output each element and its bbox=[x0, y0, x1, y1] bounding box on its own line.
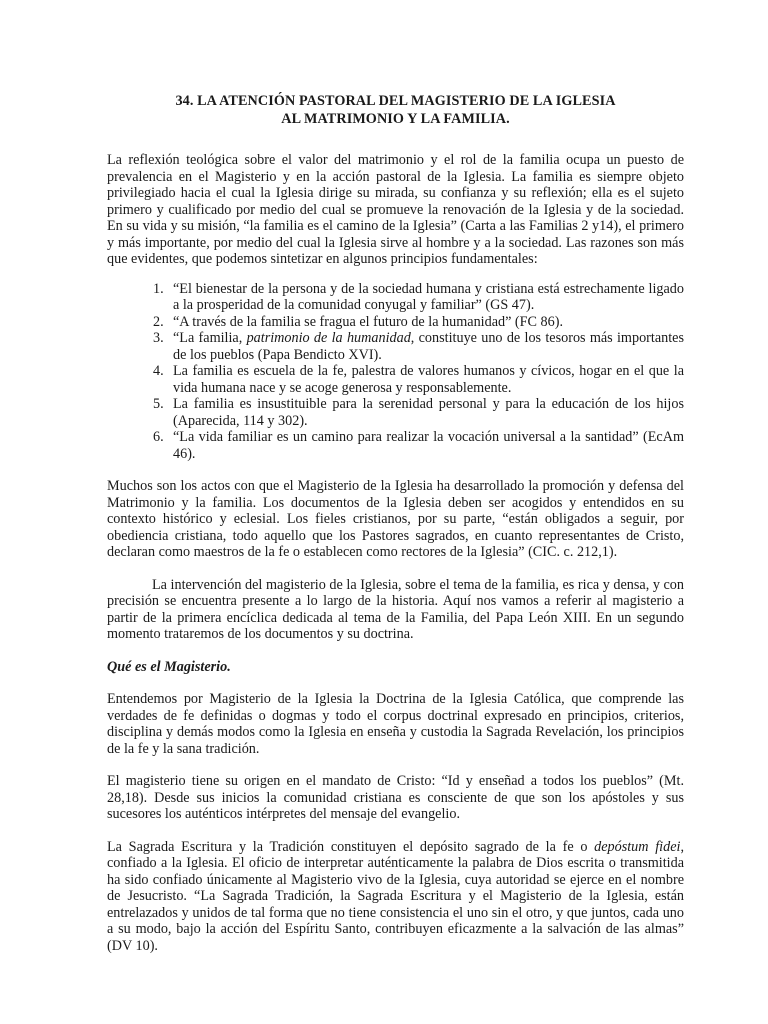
list-item: 1. “El bienestar de la persona y de la sociedad humana y cristiana está estrechamente ligado a la prosperidad de la comunidad conyugal y familiar” (GS 47). bbox=[153, 280, 684, 313]
list-item: 5. La familia es insustituible para la serenidad personal y para la educación de los hijos (Aparecida, 114 y 302). bbox=[153, 396, 684, 429]
page-title bbox=[107, 92, 684, 128]
italic-term: depóstum fidei bbox=[594, 838, 681, 855]
title-line-1: 34. LA ATENCIÓN PASTORAL DEL MAGISTERIO DE LA IGLESIA bbox=[175, 93, 616, 109]
paragraph-intervention: La intervención del magisterio de la Iglesia, sobre el tema de la familia, es rica y densa, y con precisión se encuentra presente a lo largo de la historia. Aquí nos vamos a referir al magisterio a partir de la primera encíclica dedicada al tema de la Familia, del Papa León XIII. En un segundo momento trataremos de los documentos y su doctrina. bbox=[107, 576, 684, 642]
italic-term: patrimonio de la humanidad bbox=[246, 330, 411, 346]
paragraph-origin: El magisterio tiene su origen en el mandato de Cristo: “Id y enseñad a todos los pueblos” (Mt. 28,18). Desde sus inicios la comunidad cristiana es consciente de que son los apóstoles y sus sucesores los auténticos intérpretes del mensaje del evangelio. bbox=[107, 773, 684, 822]
paragraph-definition: Entendemos por Magisterio de la Iglesia la Doctrina de la Iglesia Católica, que comprende las verdades de fe definidas o dogmas y todo el corpus doctrinal expresado en principios, criterios, disciplina y demás modos como la Iglesia en enseña y custodia la Sagrada Revelación, los principios de la fe y la sana tradición. bbox=[107, 691, 684, 757]
intro-paragraph: La reflexión teológica sobre el valor del matrimonio y el rol de la familia ocupa un puesto de prevalencia en el Magisterio y en la acción pastoral de la Iglesia. La familia es siempre objeto privilegiado hacia el cual la Iglesia dirige su mirada, su confianza y su reflexión; ella es el sujeto primero y cualificado por medio del cual se promueve la renovación de la Iglesia y de la sociedad. En su vida y su misión, “la familia es el camino de la Iglesia” (Carta a las Familias 2 y14), el primero y más importante, por medio del cual la Iglesia sirve al hombre y a la sociedad. Las razones son más que evidentes, que podemos sintetizar en algunos principios fundamentales: bbox=[107, 152, 684, 267]
paragraph-deposit: La Sagrada Escritura y la Tradición constituyen el depósito sagrado de la fe o depóstum fidei, confiado a la Iglesia. El oficio de interpretar auténticamente la palabra de Dios escrita o transmitida ha sido confiado únicamente al Magisterio vivo de la Iglesia, cuya autoridad se ejerce en el nombre de Jesucristo. “La Sagrada Tradición, la Sagrada Escritura y el Magisterio de la Iglesia, están entrelazados y unidos de tal forma que no tiene consistencia el uno sin el otro, y que juntos, cada uno a su modo, bajo la acción del Espíritu Santo, contribuyen eficazmente a la salvación de las almas” (DV 10). bbox=[107, 838, 684, 954]
section-heading: Qué es el Magisterio. bbox=[107, 658, 231, 675]
list-item: 6. “La vida familiar es un camino para realizar la vocación universal a la santidad” (EcAm 46). bbox=[153, 429, 684, 462]
paragraph-acts: Muchos son los actos con que el Magisterio de la Iglesia ha desarrollado la promoción y defensa del Matrimonio y la familia. Los documentos de la Iglesia deben ser acogidos y entendidos en su contexto histórico y eclesial. Los fieles cristianos, por su parte, “están obligados a seguir, por obediencia cristiana, todo aquello que los Pastores sagrados, en cuanto representantes de Cristo, declaran como maestros de la fe o establecen como rectores de la Iglesia” (CIC. c. 212,1). bbox=[107, 478, 684, 560]
title-line-2: AL MATRIMONIO Y LA FAMILIA. bbox=[281, 111, 510, 127]
list-item: 3. “La familia, patrimonio de la humanidad, constituye uno de los tesoros más importantes de los pueblos (Papa Bendicto XVI). bbox=[153, 330, 684, 363]
list-item: 4. La familia es escuela de la fe, palestra de valores humanos y cívicos, hogar en el que la vida humana nace y se acoge generosa y responsablemente. bbox=[153, 363, 684, 396]
list-item: 2. “A través de la familia se fragua el futuro de la humanidad” (FC 86). bbox=[153, 313, 564, 330]
principles-list bbox=[107, 281, 684, 463]
